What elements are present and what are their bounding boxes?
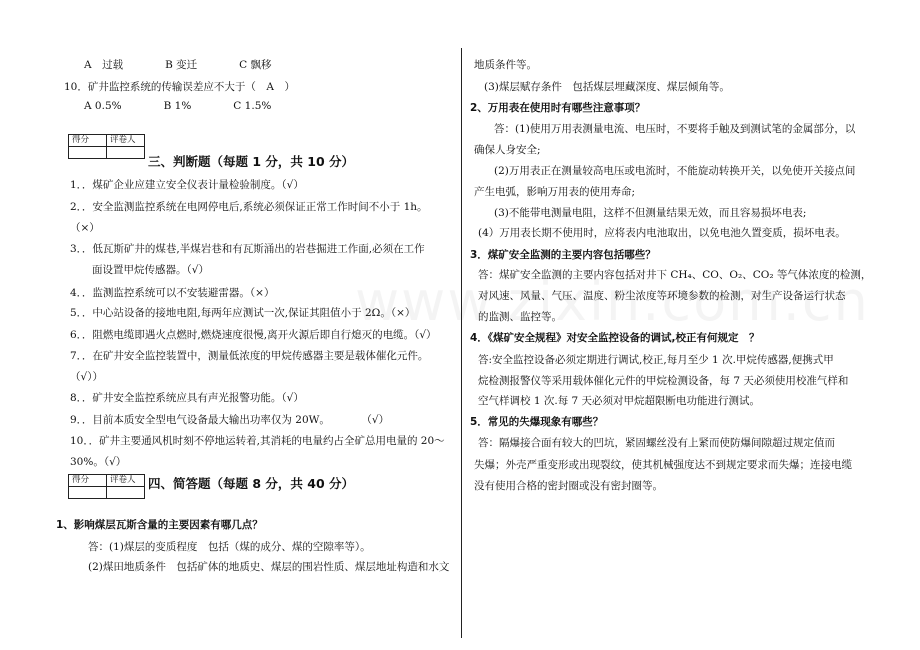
judge-item: 面设置甲烷传感器。（√） [92,264,209,276]
q10-question: 10．矿井监控系统的传输误差应不大于（ A ） [64,81,295,93]
judge-item: 8．．矿井安全监控系统应具有声光报警功能。（√） [70,392,304,404]
answer-line: 答：煤矿安全监测的主要内容包括对井下 CH₄、CO、O₂、CO₂ 等气体浓度的检测， [478,269,872,281]
answer-line: 对风速、风量、气压、温度、粉尘浓度等环境参数的检测，对生产设备运行状态 [478,290,846,302]
judge-item: 5．．中心站设备的接地电阻,每两年应测试一次,保证其阻值小于 2Ω。（×） [70,307,416,319]
judge-item: 1．．煤矿企业应建立安全仪表计量检验制度。（√） [70,179,304,191]
score-box [68,134,145,159]
judge-item: （√）） [70,371,103,383]
judge-item: （×） [70,222,100,234]
q9-options: A 过载 B 变迁 C 飘移 [84,59,272,71]
answer-line: (2)万用表正在测量较高电压或电流时，不能旋动转换开关，以免使开关接点间 [494,165,856,177]
judge-item: 4．．监测监控系统可以不安装避雷器。（×） [70,287,275,299]
answer-line: 烷检测报警仪等采用载体催化元件的甲烷检测设备，每 7 天必须使用校准气样和 [478,375,849,387]
section-3-title: 三、判断题（每题 1 分，共 10 分） [148,154,355,169]
answer-line: 答：(1)煤层的变质程度 包括（煤的成分、煤的空隙率等）。 [88,541,371,553]
judge-item: 3．．低瓦斯矿井的煤巷,半煤岩巷和有瓦斯涌出的岩巷掘进工作面,必须在工作 [70,243,425,255]
grader-label: 评卷人 [107,135,145,147]
question-title: 3．煤矿安全监测的主要内容包括哪些？ [470,249,656,261]
answer-line: 答:安全监控设备必须定期进行调试,校正,每月至少 1 次.甲烷传感器,便携式甲 [478,354,834,366]
answer-line: 答：隔爆接合面有较大的凹坑，紧固螺丝没有上紧而使防爆间隙超过规定值而 [478,437,835,449]
answer-line: (2)煤田地质条件 包括矿体的地质史、煤层的围岩性质、煤层地址构造和水文 [88,561,450,573]
column-divider [461,48,462,638]
judge-item: 10．．矿井主要通风机时刻不停地运转着,其消耗的电量约占全矿总用电量的 20～ [70,435,445,447]
question-title: 4．《煤矿安全规程》对安全监控设备的调试,校正有何规定 ？ [470,332,760,344]
q10-options: A 0.5% B 1% C 1.5% [84,100,272,112]
grader-label: 评卷人 [107,475,145,487]
answer-line: 地质条件等。 [474,59,537,71]
judge-item: 2．．安全监测监控系统在电网停电后,系统必须保证正常工作时间不小于 1h。 [70,201,428,213]
answer-line: 没有使用合格的密封圈或没有密封圈等。 [474,480,663,492]
question-title: 5．常见的失爆现象有哪些？ [470,416,604,428]
answer-line: 确保人身安全; [474,144,541,156]
answer-line: (4）万用表长期不使用时，应将表内电池取出，以免电池久置变质，损坏电表。 [478,227,846,239]
answer-line: (3)煤层赋存条件 包括煤层埋藏深度、煤层倾角等。 [484,81,730,93]
question-title: 1、影响煤层瓦斯含量的主要因素有哪几点？ [56,519,263,531]
question-title: 2、万用表在使用时有哪些注意事项？ [470,102,646,114]
grader-cell [107,147,145,159]
judge-item: 9．．目前本质安全型电气设备最大输出功率仅为 20W。 （√） [70,414,390,426]
score-cell [69,147,107,159]
judge-item: 6．．阻燃电缆即遇火点燃时,燃烧速度很慢,离开火源后即自行熄灭的电缆。（√） [70,329,437,341]
grader-cell [107,487,145,499]
answer-line: 产生电弧，影响万用表的使用寿命; [474,186,636,198]
answer-line: (3)不能带电测量电阻，这样不但测量结果无效，而且容易损坏电表; [494,207,807,219]
answer-line: 答：(1)使用万用表测量电流、电压时，不要将手触及到测试笔的金属部分，以 [494,123,856,135]
judge-item: 7．．在矿井安全监控装置中，测量低浓度的甲烷传感器主要是载体催化元件。 [70,350,429,362]
score-cell [69,487,107,499]
judge-item: 30%。（√） [70,456,127,468]
answer-line: 失爆；外壳严重变形或出现裂纹，使其机械强度达不到规定要求而失爆；连接电缆 [474,459,852,471]
answer-line: 的监测、监控等。 [478,311,562,323]
score-label: 得分 [69,135,107,147]
answer-line: 空气样调校 1 次.每 7 天必须对甲烷超限断电功能进行测试。 [478,395,761,407]
score-label: 得分 [69,475,107,487]
section-4-title: 四、简答题（每题 8 分，共 40 分） [148,476,355,491]
score-box [68,474,145,499]
